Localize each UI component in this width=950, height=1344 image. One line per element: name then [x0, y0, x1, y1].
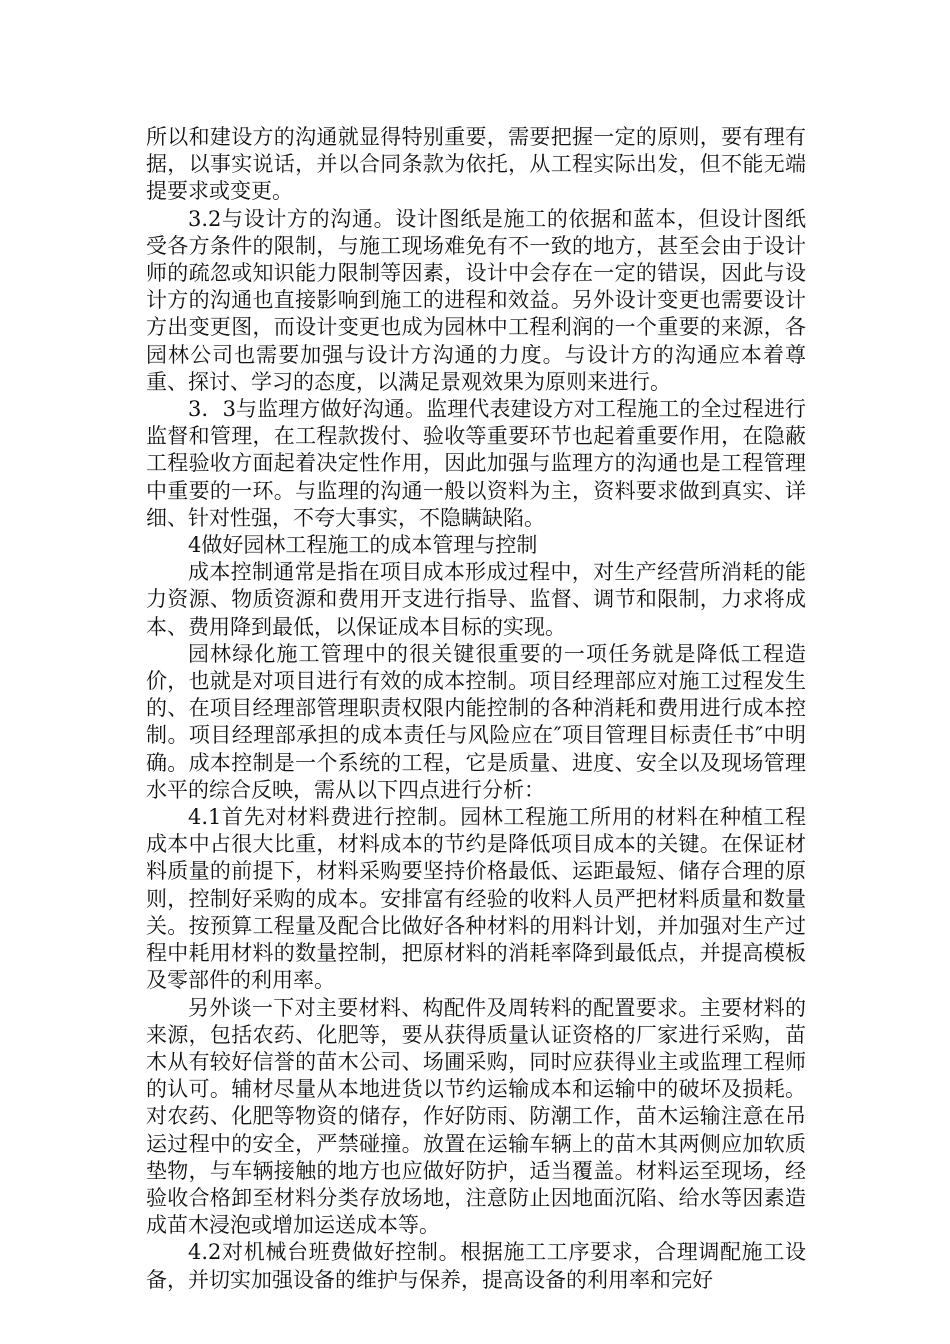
- paragraph: 所以和建设方的沟通就显得特别重要，需要把握一定的原则，要有理有据，以事实说话，并以合同条款为依托，从工程实际出发，但不能无端提要求或变更。: [146, 125, 806, 204]
- paragraph: 4.1首先对材料费进行控制。园林工程施工所用的材料在种植工程成本中占很大比重，材料成本的节约是降低项目成本的关键。在保证材料质量的前提下，材料采购要坚持价格最低、运距最短、储存合理的原则，控制好采购的成本。安排富有经验的收料人员严把材料质量和数量关。按预算工程量及配合比做好各种材料的用料计划，并加强对生产过程中耗用材料的数量控制，把原材料的消耗率降到最低点，并提高模板及零部件的利用率。: [146, 805, 806, 993]
- paragraph: 另外谈一下对主要材料、构配件及周转料的配置要求。主要材料的来源，包括农药、化肥等，要从获得质量认证资格的厂家进行采购，苗木从有较好信誉的苗木公司、场圃采购，同时应获得业主或监理工程师的认可。辅材尽量从本地进货以节约运输成本和运输中的破坏及损耗。对农药、化肥等物资的储存，作好防雨、防潮工作，苗木运输注意在吊运过程中的安全，严禁碰撞。放置在运输车辆上的苗木其两侧应加软质垫物，与车辆接触的地方也应做好防护，适当覆盖。材料运至现场，经验收合格卸至材料分类存放场地，注意防止因地面沉陷、给水等因素造成苗木浸泡或增加运送成本等。: [146, 995, 806, 1238]
- document-page: [146, 124, 806, 1294]
- paragraph: 3.2与设计方的沟通。设计图纸是施工的依据和蓝本，但设计图纸受各方条件的限制，与施工现场难免有不一致的地方，甚至会由于设计师的疏忽或知识能力限制等因素，设计中会存在一定的错误，因此与设计方的沟通也直接影响到施工的进程和效益。另外设计变更也需要设计方出变更图，而设计变更也成为园林中工程利润的一个重要的来源，各园林公司也需要加强与设计方沟通的力度。与设计方的沟通应本着尊重、探讨、学习的态度，以满足景观效果为原则来进行。: [146, 206, 806, 394]
- paragraph: 成本控制通常是指在项目成本形成过程中，对生产经营所消耗的能力资源、物质资源和费用开支进行指导、监督、调节和限制，力求将成本、费用降到最低，以保证成本目标的实现。: [146, 560, 806, 639]
- paragraph: 4.2对机械台班费做好控制。根据施工工序要求，合理调配施工设备，并切实加强设备的维护与保养，提高设备的利用率和完好: [146, 1240, 806, 1292]
- paragraph: 3．3与监理方做好沟通。监理代表建设方对工程施工的全过程进行监督和管理，在工程款拨付、验收等重要环节也起着重要作用，在隐蔽工程验收方面起着决定性作用，因此加强与监理方的沟通也是工程管理中重要的一环。与监理的沟通一般以资料为主，资料要求做到真实、详细、针对性强，不夸大事实，不隐瞒缺陷。: [146, 397, 806, 530]
- paragraph: 园林绿化施工管理中的很关键很重要的一项任务就是降低工程造价，也就是对项目进行有效的成本控制。项目经理部应对施工过程发生的、在项目经理部管理职责权限内能控制的各种消耗和费用进行成本控制。项目经理部承担的成本责任与风险应在″项目管理目标责任书″中明确。成本控制是一个系统的工程，它是质量、进度、安全以及现场管理水平的综合反映，需从以下四点进行分析：: [146, 641, 806, 802]
- section-heading: 4做好园林工程施工的成本管理与控制: [188, 533, 538, 558]
